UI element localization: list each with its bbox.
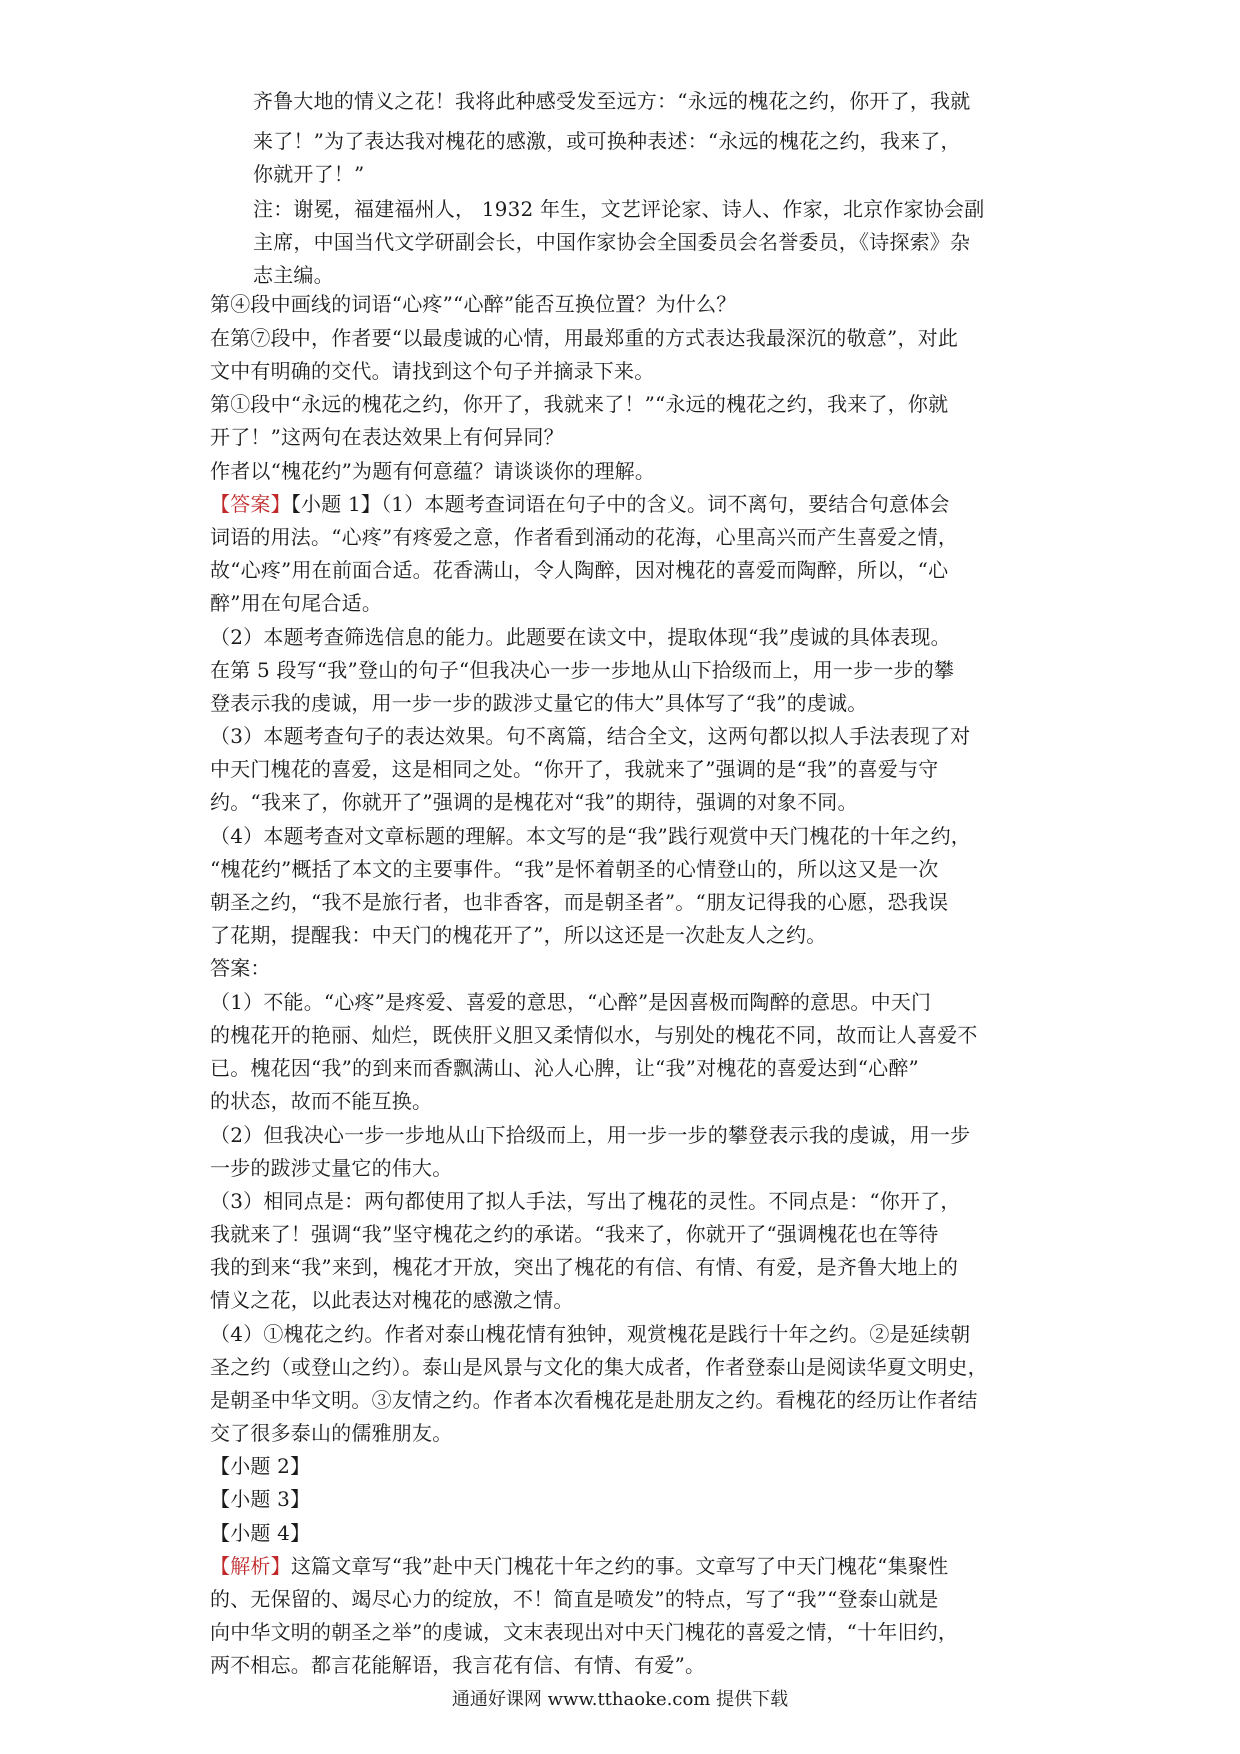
answer-tag: 【答案】	[210, 492, 291, 516]
answer-line: 约。“我来了，你就开了”强调的是槐花对“我”的期待，强调的对象不同。	[210, 790, 858, 814]
answer-line: 登表示我的虔诚，用一步一步的跋涉丈量它的伟大”具体写了“我”的虔诚。	[210, 691, 868, 715]
question-4: 作者以“槐花约”为题有何意蕴？请谈谈你的理解。	[210, 459, 656, 483]
note-line: 注：谢冕，福建福州人， 1932 年生，文艺评论家、诗人、作家，北京作家协会副	[253, 197, 985, 221]
sub-question-label: 【小题 2】	[210, 1454, 311, 1478]
answer-line: 在第 5 段写“我”登山的句子“但我决心一步一步地从山下拾级而上，用一步一步的攀	[210, 658, 955, 682]
answer-line: 交了很多泰山的儒雅朋友。	[210, 1421, 453, 1445]
note-line: 志主编。	[253, 263, 334, 287]
answer-line: 了花期，提醒我：中天门的槐花开了”，所以这还是一次赴友人之约。	[210, 923, 827, 947]
answer-line: （1）不能。“心疼”是疼爱、喜爱的意思，“心醉”是因喜极而陶醉的意思。中天门	[210, 990, 932, 1014]
answer-line: 醉”用在句尾合适。	[210, 591, 383, 615]
question-2: 文中有明确的交代。请找到这个句子并摘录下来。	[210, 359, 655, 383]
answer-line: （2）本题考查筛选信息的能力。此题要在读文中，提取体现“我”虔诚的具体表现。	[210, 625, 951, 649]
answer-line: 的槐花开的艳丽、灿烂，既侠肝义胆又柔情似水，与别处的槐花不同，故而让人喜爱不	[210, 1023, 978, 1047]
question-1: 第④段中画线的词语“心疼”“心醉”能否互换位置？为什么？	[210, 292, 737, 316]
answer-line: 已。槐花因“我”的到来而香飘满山、沁人心脾，让“我”对槐花的喜爱达到“心醉”	[210, 1056, 919, 1080]
question-3: 开了！”这两句在表达效果上有何异同？	[210, 425, 564, 449]
answer-line: 圣之约（或登山之约）。泰山是风景与文化的集大成者，作者登泰山是阅读华夏文明史，	[210, 1355, 988, 1379]
answer-heading: 答案：	[210, 956, 271, 980]
answer-line: 情义之花，以此表达对槐花的感激之情。	[210, 1288, 574, 1312]
sub-question-label: 【小题 3】	[210, 1487, 311, 1511]
question-2: 在第⑦段中，作者要“以最虔诚的心情，用最郑重的方式表达我最深沉的敬意”，对此	[210, 326, 959, 350]
analysis-line: 【解析】这篇文章写“我”赴中天门槐花十年之约的事。文章写了中天门槐花“集聚性	[210, 1554, 949, 1578]
answer-line: （4）①槐花之约。作者对泰山槐花情有独钟，观赏槐花是践行十年之约。②是延续朝	[210, 1322, 971, 1346]
answer-line: 朝圣之约，“我不是旅行者，也非香客，而是朝圣者”。“朋友记得我的心愿，恐我误	[210, 890, 949, 914]
note-line: 主席，中国当代文学研副会长，中国作家协会全国委员会名誉委员，《诗探索》杂	[253, 230, 971, 254]
question-3: 第①段中“永远的槐花之约，你开了，我就来了！”“永远的槐花之约，我来了，你就	[210, 392, 949, 416]
answer-line: 【答案】【小题 1】（1）本题考查词语在句子中的含义。词不离句，要结合句意体会	[210, 492, 950, 516]
answer-line: 故“心疼”用在前面合适。花香满山，令人陶醉，因对槐花的喜爱而陶醉，所以，“心	[210, 558, 949, 582]
answer-line: 我就来了！强调“我”坚守槐花之约的承诺。“我来了，你就开了“强调槐花也在等待	[210, 1222, 939, 1246]
text-line: 齐鲁大地的情义之花！我将此种感受发至远方：“永远的槐花之约，你开了，我就	[253, 89, 971, 113]
answer-line: （3）相同点是：两句都使用了拟人手法，写出了槐花的灵性。不同点是：“你开了，	[210, 1189, 961, 1213]
answer-line: 一步的跋涉丈量它的伟大。	[210, 1156, 453, 1180]
answer-line: （4）本题考查对文章标题的理解。本文写的是“我”践行观赏中天门槐花的十年之约，	[210, 824, 971, 848]
answer-line: 中天门槐花的喜爱，这是相同之处。“你开了，我就来了”强调的是“我”的喜爱与守	[210, 757, 939, 781]
text-line: 你就开了！”	[253, 162, 365, 186]
answer-line: 是朝圣中华文明。③友情之约。作者本次看槐花是赴朋友之约。看槐花的经历让作者结	[210, 1388, 978, 1412]
page-footer: 通通好课网 www.tthaoke.com 提供下载	[451, 1689, 789, 1710]
analysis-tag: 【解析】	[210, 1554, 291, 1578]
answer-line: 我的到来“我”来到，槐花才开放，突出了槐花的有信、有情、有爱，是齐鲁大地上的	[210, 1255, 959, 1279]
analysis-line: 的、无保留的、竭尽心力的绽放，不！简直是喷发”的特点，写了“我”“登泰山就是	[210, 1587, 939, 1611]
answer-line: 词语的用法。“心疼”有疼爱之意，作者看到涌动的花海，心里高兴而产生喜爱之情，	[210, 525, 959, 549]
text-line: 来了！”为了表达我对槐花的感激，或可换种表述：“永远的槐花之约，我来了，	[253, 129, 961, 153]
answer-line: “槐花约”概括了本文的主要事件。“我”是怀着朝圣的心情登山的，所以这又是一次	[210, 857, 939, 881]
analysis-line: 向中华文明的朝圣之举”的虔诚，文末表现出对中天门槐花的喜爱之情，“十年旧约，	[210, 1620, 959, 1644]
sub-question-label: 【小题 4】	[210, 1521, 311, 1545]
answer-line: 的状态，故而不能互换。	[210, 1089, 433, 1113]
answer-line: （3）本题考查句子的表达效果。句不离篇，结合全文，这两句都以拟人手法表现了对	[210, 724, 971, 748]
analysis-line: 两不相忘。都言花能解语，我言花有信、有情、有爱”。	[210, 1653, 706, 1677]
answer-line: （2）但我决心一步一步地从山下拾级而上，用一步一步的攀登表示我的虔诚，用一步	[210, 1123, 971, 1147]
